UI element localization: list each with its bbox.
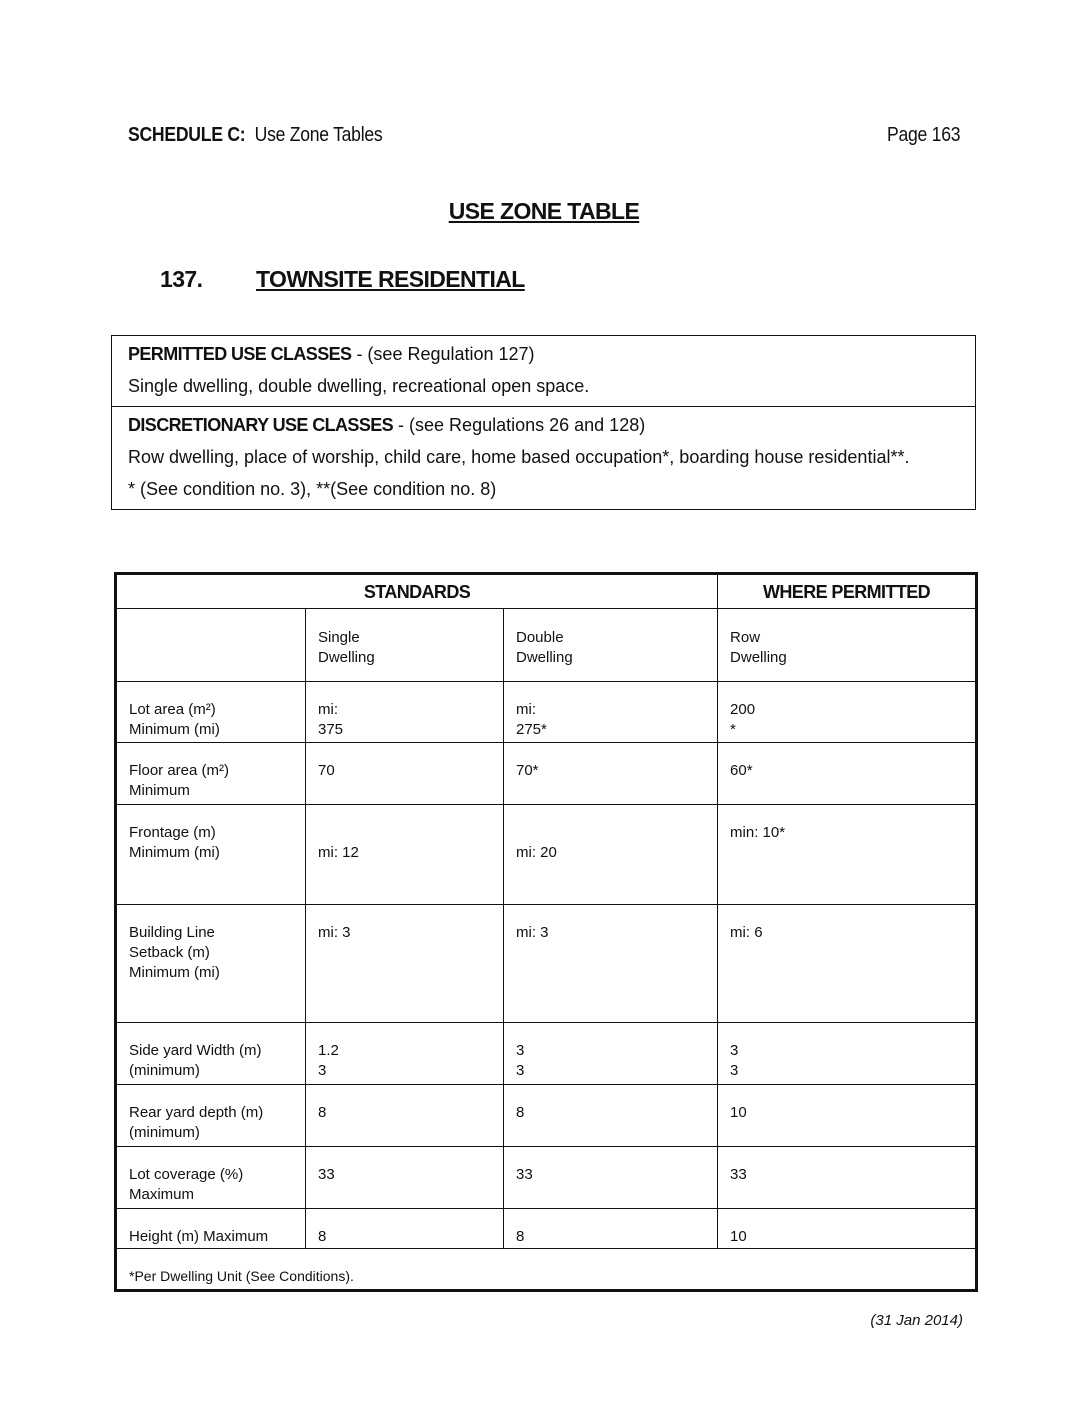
row-label: Lot area (m²) Minimum (mi) xyxy=(116,682,306,743)
row-value: 10 xyxy=(718,1209,977,1249)
single-value: mi: 375 xyxy=(306,682,504,743)
double-value: mi: 20 xyxy=(504,805,718,905)
double-value: 8 xyxy=(504,1085,718,1147)
row-value: 10 xyxy=(718,1085,977,1147)
row-value: 3 3 xyxy=(718,1023,977,1085)
discretionary-ref: - (see Regulations 26 and 128) xyxy=(393,415,646,435)
permitted-heading: PERMITTED USE CLASSES xyxy=(128,344,352,364)
column-header-double: Double Dwelling xyxy=(504,609,718,682)
table-row xyxy=(116,682,977,743)
double-value: mi: 3 xyxy=(504,905,718,1023)
standards-table xyxy=(114,572,978,1292)
table-footnote: *Per Dwelling Unit (See Conditions). xyxy=(116,1249,977,1291)
use-classes-box xyxy=(111,335,976,510)
schedule-title: Use Zone Tables xyxy=(254,124,383,146)
row-value: 60* xyxy=(718,743,977,805)
row-label: Rear yard depth (m) (minimum) xyxy=(116,1085,306,1147)
single-value: mi: 12 xyxy=(306,805,504,905)
revision-date: (31 Jan 2014) xyxy=(870,1312,963,1329)
discretionary-text: Row dwelling, place of worship, child care, home based occupation*, boarding house residential**. xyxy=(128,447,910,467)
column-header-row xyxy=(116,609,977,682)
single-value: 8 xyxy=(306,1209,504,1249)
footnote-row xyxy=(116,1249,977,1291)
row-label: Building Line Setback (m) Minimum (mi) xyxy=(116,905,306,1023)
column-header-row: Row Dwelling xyxy=(718,609,977,682)
permitted-text: Single dwelling, double dwelling, recreational open space. xyxy=(128,376,590,396)
discretionary-use-section xyxy=(112,406,975,509)
double-value: 33 xyxy=(504,1147,718,1209)
single-value: 1.2 3 xyxy=(306,1023,504,1085)
where-permitted-heading: WHERE PERMITTED xyxy=(718,574,977,609)
table-row xyxy=(116,1209,977,1249)
table-row xyxy=(116,743,977,805)
schedule-label: SCHEDULE C: xyxy=(128,124,246,146)
row-label: Lot coverage (%) Maximum xyxy=(116,1147,306,1209)
single-value: 33 xyxy=(306,1147,504,1209)
column-header-blank xyxy=(116,609,306,682)
row-label: Side yard Width (m) (minimum) xyxy=(116,1023,306,1085)
standards-heading: STANDARDS xyxy=(116,574,718,609)
row-value: 33 xyxy=(718,1147,977,1209)
row-value: 200 * xyxy=(718,682,977,743)
page-number: Page 163 xyxy=(886,124,960,146)
double-value: 8 xyxy=(504,1209,718,1249)
page-header-left xyxy=(128,124,382,147)
discretionary-note: * (See condition no. 3), **(See condition no. 8) xyxy=(128,479,497,499)
table-row xyxy=(116,1023,977,1085)
single-value: 8 xyxy=(306,1085,504,1147)
permitted-ref: - (see Regulation 127) xyxy=(351,344,535,364)
single-value: 70 xyxy=(306,743,504,805)
table-row xyxy=(116,805,977,905)
page-title: USE ZONE TABLE xyxy=(448,198,640,224)
section-title: TOWNSITE RESIDENTIAL xyxy=(256,266,525,292)
table-row xyxy=(116,905,977,1023)
column-header-single: Single Dwelling xyxy=(306,609,504,682)
section-number: 137. xyxy=(160,266,203,292)
table-row xyxy=(116,1085,977,1147)
single-value: mi: 3 xyxy=(306,905,504,1023)
double-value: 3 3 xyxy=(504,1023,718,1085)
discretionary-heading: DISCRETIONARY USE CLASSES xyxy=(128,415,394,435)
permitted-use-section xyxy=(112,336,975,406)
row-label: Floor area (m²) Minimum xyxy=(116,743,306,805)
double-value: 70* xyxy=(504,743,718,805)
row-value: min: 10* xyxy=(718,805,977,905)
row-value: mi: 6 xyxy=(718,905,977,1023)
row-label: Height (m) Maximum xyxy=(116,1209,306,1249)
row-label: Frontage (m) Minimum (mi) xyxy=(116,805,306,905)
standards-header-row xyxy=(116,574,977,609)
double-value: mi: 275* xyxy=(504,682,718,743)
table-row xyxy=(116,1147,977,1209)
